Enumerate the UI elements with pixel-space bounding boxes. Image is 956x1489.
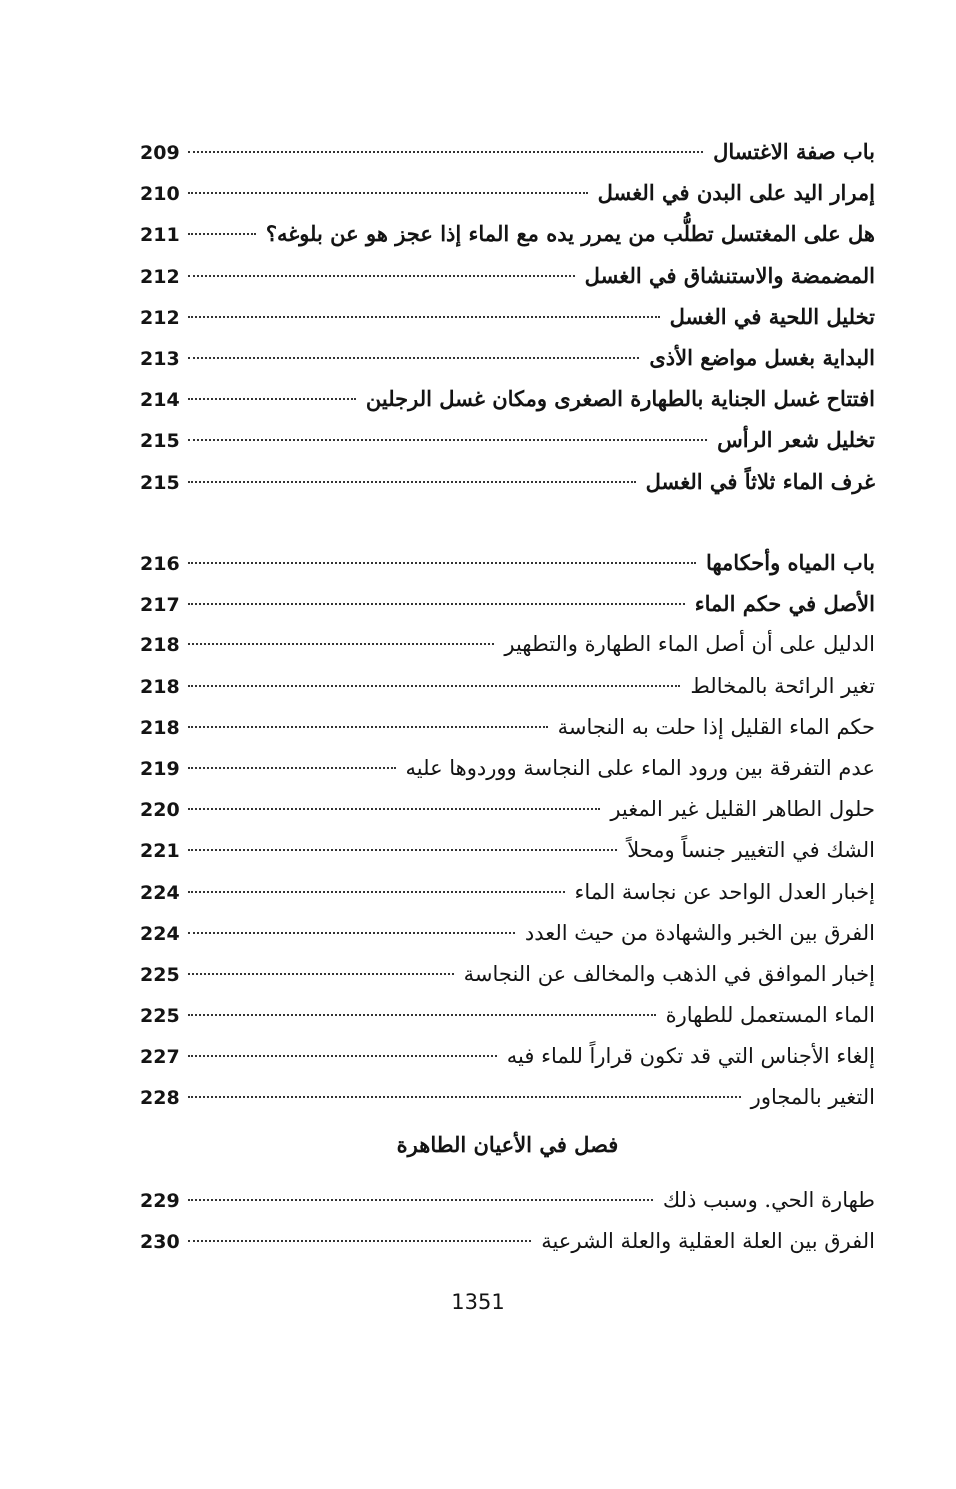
toc-entry-title: البداية بغسل مواضع الأذى (649, 344, 875, 370)
toc-entry-page: 210 (140, 183, 180, 206)
toc-entry-page: 225 (140, 1005, 180, 1028)
toc-entry-title: عدم التفرقة بين ورود الماء على النجاسة ووردوها عليه (405, 755, 875, 780)
toc-entry-page: 216 (140, 553, 180, 575)
toc-entry-title: افتتاح غسل الجناية بالطهارة الصغرى ومكان غسل الرجلين (365, 386, 875, 412)
dot-leader (188, 1199, 653, 1201)
dot-leader (188, 1096, 741, 1098)
toc-entry (140, 1077, 875, 1118)
toc-entry-title: الأصل في حكم الماء (694, 591, 875, 617)
toc-entry (140, 461, 875, 502)
toc-entry (140, 872, 875, 913)
toc-entry-page: 225 (140, 963, 180, 986)
dot-leader (188, 603, 685, 605)
section-heading: فصل في الأعيان الطاهرة (396, 1132, 619, 1157)
dot-leader (188, 1055, 497, 1057)
dot-leader (188, 192, 588, 194)
toc-entry-page: 213 (140, 347, 180, 370)
toc-entry (140, 337, 875, 378)
toc-entry-title: طهارة الحي. وسبب ذلك (662, 1188, 875, 1212)
toc-entry-title: إلغاء الأجناس التي قد تكون قراراً للماء فيه (506, 1044, 875, 1069)
toc-entry-title: غرف الماء ثلاثاً في الغسل (645, 468, 875, 494)
toc-entry (140, 1180, 875, 1221)
toc-entry (140, 419, 875, 460)
toc-entry (140, 131, 875, 172)
dot-leader (188, 767, 396, 769)
toc-entry (140, 213, 875, 254)
dot-leader (188, 562, 696, 564)
toc-entry-page: 214 (140, 389, 180, 412)
page-number: 1351 (451, 1290, 505, 1314)
toc-entry-title: الفرق بين الخبر والشهادة من حيث العدد (524, 920, 875, 945)
dot-leader (188, 685, 680, 687)
toc-entry-title: إخبار العدل الواحد عن نجاسة الماء (574, 879, 875, 904)
dot-leader (188, 481, 636, 483)
toc-entry-title: تخليل اللحية في الغسل (669, 303, 875, 329)
toc-entry-title: إمرار اليد على البدن في الغسل (597, 180, 875, 206)
toc-entry-title: الماء المستعمل للطهارة (665, 1003, 875, 1028)
toc-entry (140, 913, 875, 954)
dot-leader (188, 439, 707, 441)
toc-entry-title: إخبار الموافق في الذهب والمخالف عن النجاسة (463, 961, 875, 986)
toc-entry (140, 378, 875, 419)
toc-entry-page: 221 (140, 840, 180, 863)
toc-entry-page: 209 (140, 142, 180, 164)
dot-leader (188, 151, 703, 153)
toc-entry-title: الشك في التغيير جنساً ومحلاً (627, 838, 875, 863)
dot-leader (188, 316, 660, 318)
toc-entry-page: 227 (140, 1046, 180, 1069)
toc-entry (140, 583, 875, 624)
toc-entry (140, 296, 875, 337)
toc-entry (140, 830, 875, 871)
toc-entry (140, 1221, 875, 1262)
toc-entry (140, 172, 875, 213)
toc-entry-title: حكم الماء القليل إذا حلت به النجاسة (557, 714, 875, 739)
toc-entry-page: 220 (140, 799, 180, 822)
toc-entry (140, 542, 875, 583)
toc-entry-page: 215 (140, 471, 180, 494)
toc-group-pure-things (140, 1180, 875, 1262)
dot-leader (188, 233, 256, 235)
dot-leader (188, 1014, 656, 1016)
toc-entry-page: 218 (140, 716, 180, 739)
toc-entry-title: تخليل شعر الرأس (717, 427, 875, 453)
toc-entry-title: المضمضة والاستنشاق في الغسل (584, 262, 875, 288)
dot-leader (188, 643, 494, 645)
toc-entry-title: تغير الرائحة بالمخالط (690, 673, 875, 698)
toc-entry (140, 255, 875, 296)
toc-entry-title: الدليل على أن أصل الماء الطهارة والتطهير (504, 632, 875, 657)
toc-entry-page: 228 (140, 1087, 180, 1110)
toc-entry-page: 212 (140, 306, 180, 329)
toc-entry-page: 212 (140, 265, 180, 288)
dot-leader (188, 1240, 531, 1242)
toc-entry (140, 624, 875, 665)
toc-entry-page: 224 (140, 922, 180, 945)
dot-leader (188, 357, 639, 359)
toc-entry (140, 1036, 875, 1077)
toc-entry (140, 995, 875, 1036)
toc-entry-page: 224 (140, 881, 180, 904)
dot-leader (188, 726, 548, 728)
toc-entry-title: باب المياه وأحكامها (705, 550, 875, 575)
toc-entry-page: 229 (140, 1190, 180, 1212)
toc-entry-page: 218 (140, 634, 180, 657)
toc-entry (140, 666, 875, 707)
dot-leader (188, 932, 515, 934)
toc-entry-page: 217 (140, 594, 180, 617)
toc-entry (140, 748, 875, 789)
toc-entry-title: التغير بالمجاور (750, 1085, 875, 1110)
dot-leader (188, 891, 565, 893)
toc-entry-page: 215 (140, 430, 180, 453)
dot-leader (188, 275, 575, 277)
toc-entry-title: الفرق بين العلة العقلية والعلة الشرعية (541, 1229, 875, 1254)
toc-entry-title: هل على المغتسل تطلُّب من يمرر يده مع الماء إذا عجز هو عن بلوغه؟ (265, 221, 875, 247)
dot-leader (188, 973, 454, 975)
dot-leader (188, 808, 600, 810)
toc-entry (140, 954, 875, 995)
toc-entry (140, 789, 875, 830)
toc-entry-page: 218 (140, 675, 180, 698)
dot-leader (188, 398, 356, 400)
toc-group-bathing (140, 131, 875, 502)
dot-leader (188, 849, 617, 851)
toc-group-waters (140, 542, 875, 1119)
toc-entry-page: 230 (140, 1231, 180, 1254)
toc-entry (140, 707, 875, 748)
toc-entry-title: حلول الطاهر القليل غير المغير (610, 797, 875, 822)
toc-entry-title: باب صفة الاغتسال (713, 139, 875, 164)
toc-entry-page: 219 (140, 757, 180, 780)
toc-entry-page: 211 (140, 224, 180, 247)
